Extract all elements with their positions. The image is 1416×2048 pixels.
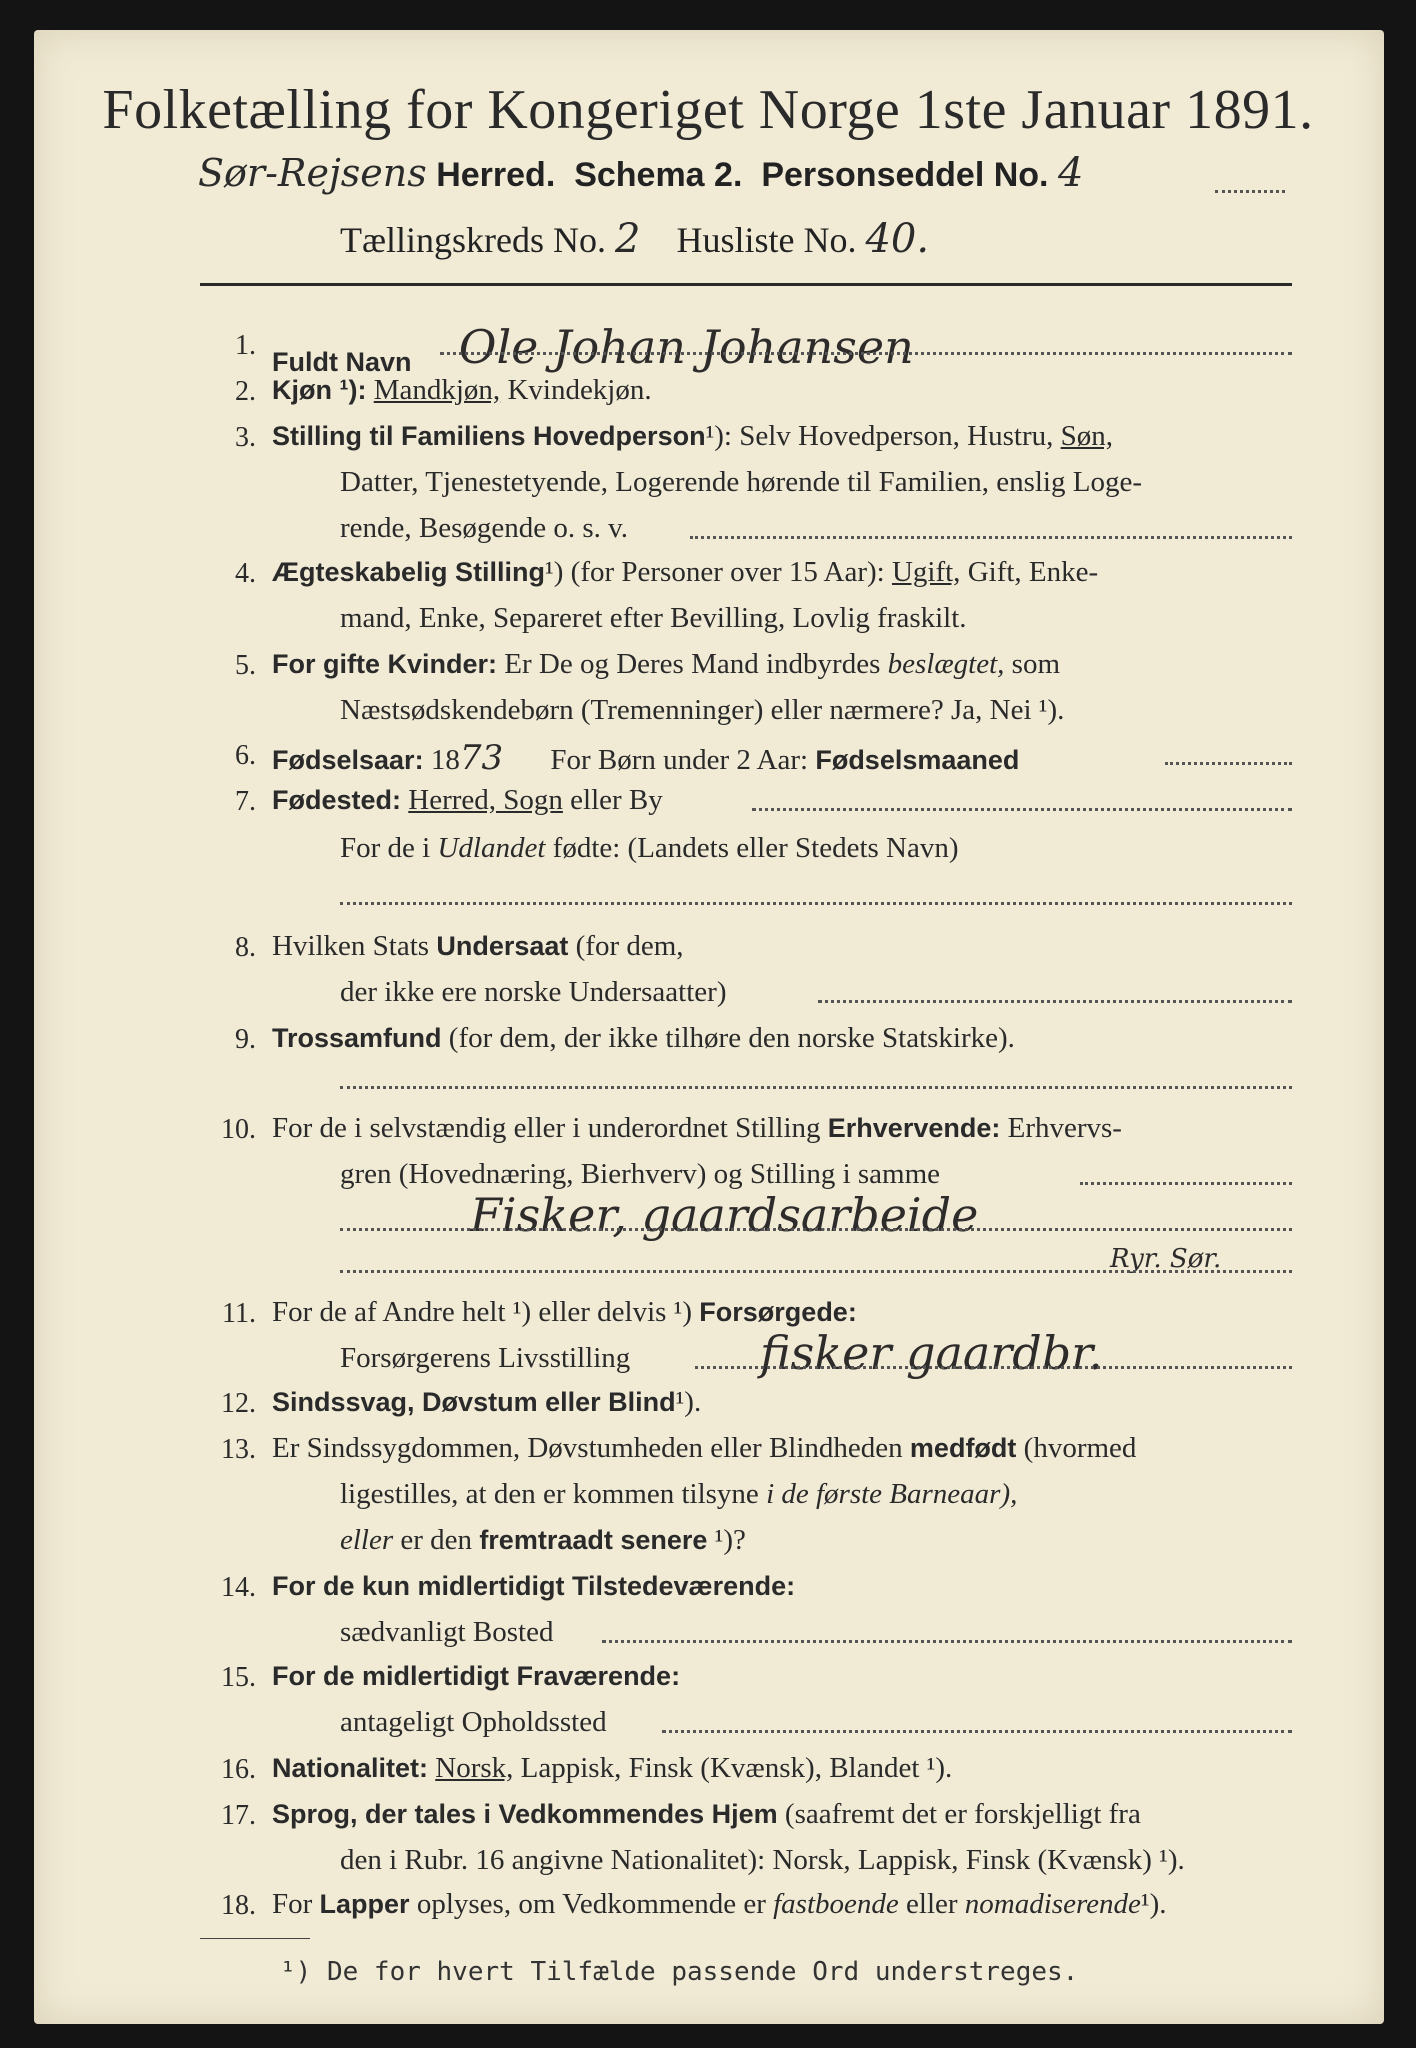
item-10-label: Erhvervende: bbox=[827, 1113, 1001, 1143]
item-3-line-2: Datter, Tjenestetyende, Logerende hørende til Familien, enslig Loge- bbox=[340, 466, 1142, 498]
item-7-line-1 bbox=[272, 784, 663, 817]
item-5-line-1 bbox=[272, 648, 1060, 681]
item-10-dots-2 bbox=[340, 1228, 1292, 1231]
item-3-line-1 bbox=[272, 420, 1113, 453]
item-14-line-2: sædvanligt Bosted bbox=[340, 1616, 554, 1648]
item-12-number: 12. bbox=[221, 1388, 256, 1419]
item-15-line-1 bbox=[272, 1660, 680, 1693]
item-3-dots bbox=[690, 536, 1292, 539]
item-17-text-1: (saafremt det er forskjelligt fra bbox=[784, 1798, 1141, 1830]
item-12-label: Sindssvag, Døvstum eller Blind bbox=[272, 1387, 676, 1417]
birth-year-prefix: 18 bbox=[430, 744, 460, 776]
item-12-line bbox=[272, 1386, 701, 1419]
item-5-text-1b: som bbox=[1011, 648, 1060, 680]
item-4-number: 4. bbox=[235, 558, 256, 589]
item-10-dots-3 bbox=[340, 1270, 1292, 1273]
item-7-number: 7. bbox=[235, 786, 256, 817]
provider-occupation-value: fisker gaardbr. bbox=[760, 1326, 1103, 1380]
item-14-line-1 bbox=[272, 1570, 795, 1603]
item-7-dots bbox=[752, 808, 1292, 811]
item-3-label: Stilling til Familiens Hovedperson bbox=[272, 421, 706, 451]
item-8-dots bbox=[818, 1000, 1292, 1003]
item-3-sup: ¹): bbox=[705, 420, 732, 452]
item-16-line bbox=[272, 1752, 952, 1785]
item-4-text-1b: Gift, Enke- bbox=[967, 556, 1099, 588]
item-13-line-2 bbox=[340, 1478, 1017, 1511]
item-13-line-1 bbox=[272, 1432, 1136, 1465]
item-2-number: 2. bbox=[235, 376, 256, 407]
header-rule bbox=[200, 283, 1292, 286]
item-18-fastboende: fastboende bbox=[773, 1888, 899, 1920]
kreds-label: Tællingskreds No. bbox=[340, 220, 606, 260]
option-norsk: Norsk, bbox=[435, 1752, 514, 1784]
item-18-text-1c: eller bbox=[906, 1888, 958, 1920]
item-13-text-1b: (hvormed bbox=[1023, 1432, 1137, 1464]
item-17-line-1 bbox=[272, 1798, 1141, 1831]
item-10-number: 10. bbox=[221, 1114, 256, 1145]
item-18-number: 18. bbox=[221, 1890, 256, 1921]
item-15-label: For de midlertidigt Fraværende: bbox=[272, 1661, 681, 1691]
item-10-text-1: For de i selvstændig eller i underordnet Stilling bbox=[272, 1112, 821, 1144]
item-7-label: Fødested: bbox=[272, 785, 402, 815]
item-13-text-1: Er Sindssygdommen, Døvstumheden eller Blindheden bbox=[272, 1432, 903, 1464]
option-mandkjon: Mandkjøn, bbox=[373, 374, 501, 406]
option-son: Søn, bbox=[1060, 420, 1114, 452]
item-9-text: (for dem, der ikke tilhøre den norske Statskirke). bbox=[448, 1022, 1015, 1054]
full-name-value: Ole Johan Johansen bbox=[458, 320, 914, 374]
item-13-text-2-italic: i de første Barneaar), bbox=[766, 1478, 1018, 1510]
item-11-dots bbox=[695, 1366, 1292, 1369]
item-16-label: Nationalitet: bbox=[272, 1753, 429, 1783]
item-4-text-1: (for Personer over 15 Aar): bbox=[570, 556, 885, 588]
item-8-line-2: der ikke ere norske Undersaatter) bbox=[340, 976, 727, 1008]
item-5-label: For gifte Kvinder: bbox=[272, 649, 498, 679]
form-title: Folketælling for Kongeriget Norge 1ste Januar 1891. bbox=[102, 79, 1314, 141]
item-6-text: For Børn under 2 Aar: bbox=[550, 744, 809, 776]
personseddel-dots bbox=[1215, 190, 1285, 193]
personseddel-label: Personseddel No. bbox=[761, 156, 1049, 194]
herred-value: Sør-Rejsens bbox=[198, 151, 427, 195]
footnote-rule bbox=[200, 1938, 310, 1939]
item-4-line-1 bbox=[272, 556, 1098, 589]
item-7-text-2a: For de i bbox=[340, 832, 431, 864]
item-15-number: 15. bbox=[221, 1662, 256, 1693]
item-1-label: Fuldt Navn bbox=[272, 347, 412, 377]
item-7-text-2b: fødte: (Landets eller Stedets Navn) bbox=[552, 832, 959, 864]
item-1-number: 1. bbox=[235, 330, 256, 361]
item-18-line bbox=[272, 1888, 1167, 1921]
item-2-line bbox=[272, 374, 652, 407]
item-13-text-3-italic: eller bbox=[340, 1524, 394, 1556]
item-13-text-2a: ligestilles, at den er kommen tilsyne bbox=[340, 1478, 759, 1510]
personseddel-value: 4 bbox=[1057, 150, 1084, 196]
item-9-label: Trossamfund bbox=[272, 1023, 442, 1053]
item-10-text-1b: Erhvervs- bbox=[1007, 1112, 1122, 1144]
item-10-line-1 bbox=[272, 1112, 1122, 1145]
item-6-dots bbox=[1165, 762, 1292, 765]
item-11-label: Forsørgede: bbox=[699, 1297, 857, 1327]
item-9-number: 9. bbox=[235, 1024, 256, 1055]
item-7-text-1: eller By bbox=[570, 784, 663, 816]
option-herred-sogn: Herred, Sogn bbox=[408, 784, 563, 816]
footnote: ¹) De for hvert Tilfælde passende Ord understreges. bbox=[280, 1957, 1079, 1987]
item-8-line-1 bbox=[272, 930, 684, 963]
item-12-sup: ¹). bbox=[675, 1386, 702, 1418]
item-17-number: 17. bbox=[221, 1800, 256, 1831]
option-ugift: Ugift, bbox=[891, 556, 961, 588]
kreds-value: 2 bbox=[615, 216, 641, 262]
item-5-line-2: Næstsødskendebørn (Tremenninger) eller nærmere? Ja, Nei ¹). bbox=[340, 694, 1065, 726]
item-4-sup: ¹) bbox=[545, 556, 564, 588]
item-18-text-1d: ¹). bbox=[1140, 1888, 1167, 1920]
item-5-text-1: Er De og Deres Mand indbyrdes bbox=[504, 648, 881, 680]
item-13-text-3: er den bbox=[400, 1524, 473, 1556]
item-18-nomadiserende: nomadiserende bbox=[964, 1888, 1141, 1920]
husliste-label: Husliste No. bbox=[676, 220, 857, 260]
item-6-label: Fødselsaar: bbox=[272, 745, 424, 775]
item-18-text-1a: For bbox=[272, 1888, 313, 1920]
item-9-dots bbox=[340, 1086, 1292, 1089]
item-11-line-1 bbox=[272, 1296, 857, 1329]
item-10-line-2: gren (Hovednæring, Bierhverv) og Stilling i samme bbox=[340, 1158, 941, 1190]
item-15-dots bbox=[662, 1730, 1292, 1733]
occupation-note: Ryr. Sør. bbox=[1110, 1244, 1222, 1274]
item-3-number: 3. bbox=[235, 422, 256, 453]
item-5-number: 5. bbox=[235, 650, 256, 681]
item-11-text-1: For de af Andre helt ¹) eller delvis ¹) bbox=[272, 1296, 693, 1328]
item-13-label: medfødt bbox=[909, 1433, 1017, 1463]
item-3-text-1: Selv Hovedperson, Hustru, bbox=[739, 420, 1054, 452]
item-4-line-2: mand, Enke, Separeret efter Bevilling, Lovlig fraskilt. bbox=[340, 602, 967, 634]
item-7-udlandet: Udlandet bbox=[437, 832, 546, 864]
item-8-text-1b: (for dem, bbox=[575, 930, 684, 962]
item-17-line-2: den i Rubr. 16 angivne Nationalitet): Norsk, Lappisk, Finsk (Kvænsk) ¹). bbox=[340, 1844, 1185, 1876]
item-13-number: 13. bbox=[221, 1434, 256, 1465]
item-15-line-2: antageligt Opholdssted bbox=[340, 1706, 607, 1738]
item-11-number: 11. bbox=[222, 1298, 256, 1329]
item-6-number: 6. bbox=[235, 740, 256, 771]
item-2-label: Kjøn ¹): bbox=[272, 375, 367, 405]
item-18-label: Lapper bbox=[319, 1889, 410, 1919]
herred-line bbox=[198, 150, 1083, 196]
item-6-line bbox=[272, 738, 1019, 778]
schema-label: Schema 2. bbox=[574, 156, 743, 194]
item-16-text: Lappisk, Finsk (Kvænsk), Blandet ¹). bbox=[520, 1752, 953, 1784]
item-8-text-1a: Hvilken Stats bbox=[272, 930, 430, 962]
husliste-value: 40. bbox=[865, 216, 930, 262]
item-17-label: Sprog, der tales i Vedkommendes Hjem bbox=[272, 1799, 778, 1829]
item-11-line-2: Forsørgerens Livsstilling bbox=[340, 1342, 631, 1374]
herred-label: Herred. bbox=[436, 156, 556, 194]
option-kvindekjon: Kvindekjøn. bbox=[507, 374, 652, 406]
occupation-value: Fisker, gaardsarbeide bbox=[470, 1188, 979, 1242]
item-1-dots bbox=[440, 352, 1292, 355]
item-14-label: For de kun midlertidigt Tilstedeværende: bbox=[272, 1571, 796, 1601]
item-3-line-3: rende, Besøgende o. s. v. bbox=[340, 512, 629, 544]
item-13-label-2: fremtraadt senere bbox=[479, 1525, 708, 1555]
item-16-number: 16. bbox=[221, 1754, 256, 1785]
item-14-number: 14. bbox=[221, 1572, 256, 1603]
kreds-line bbox=[340, 216, 929, 262]
item-10-dots-1 bbox=[1080, 1182, 1292, 1185]
item-14-dots bbox=[602, 1640, 1292, 1643]
item-13-line-3 bbox=[340, 1524, 746, 1557]
item-8-label: Undersaat bbox=[436, 931, 569, 961]
item-6-label-2: Fødselsmaaned bbox=[815, 745, 1020, 775]
item-18-text-1b: oplyses, om Vedkommende er bbox=[416, 1888, 766, 1920]
item-4-label: Ægteskabelig Stilling bbox=[272, 557, 546, 587]
item-8-number: 8. bbox=[235, 932, 256, 963]
item-9-line bbox=[272, 1022, 1015, 1055]
item-5-beslaegtet: beslægtet, bbox=[887, 648, 1005, 680]
item-7-dots-2 bbox=[340, 902, 1292, 905]
item-7-line-2 bbox=[340, 832, 959, 865]
birth-year-value: 73 bbox=[459, 738, 504, 778]
item-13-text-3b: ¹)? bbox=[714, 1524, 746, 1556]
